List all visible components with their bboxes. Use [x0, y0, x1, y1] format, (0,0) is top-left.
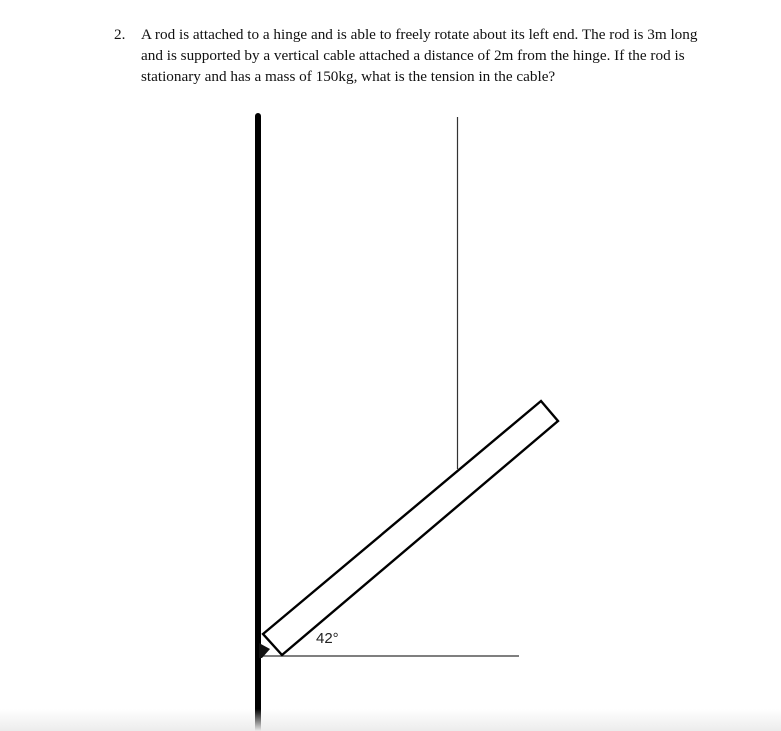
page-bottom-shadow	[0, 709, 781, 731]
rod	[263, 401, 558, 655]
problem-text: A rod is attached to a hinge and is able to freely rotate about its left end. The rod is 3m long and is supported by a vertical cable attached a distance of 2m from the hinge. If the rod is stationary and has a mass of 150kg, what is the tension in the cable?	[141, 26, 698, 85]
problem-number: 2.	[114, 26, 126, 43]
angle-label: 42°	[316, 630, 339, 647]
